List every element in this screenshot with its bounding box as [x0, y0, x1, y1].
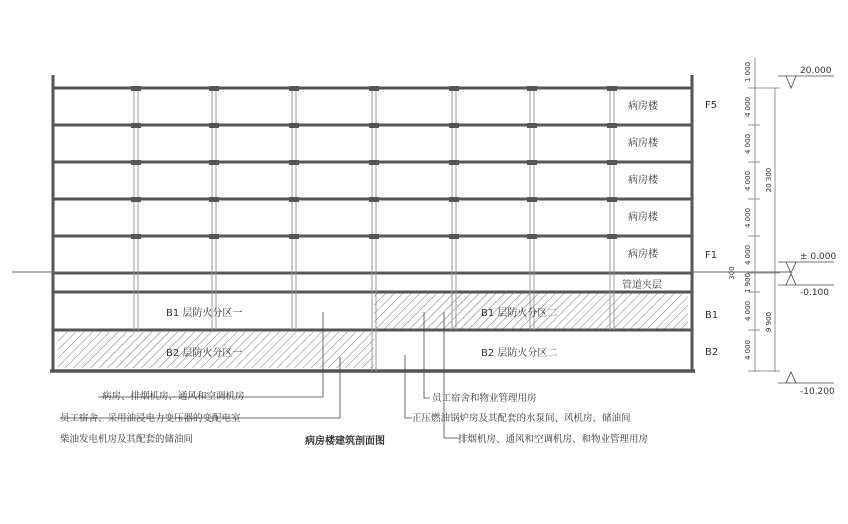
note-ward: 病房、排烟机房、通风和空调机房	[102, 391, 245, 402]
b2-zone2-label: B2 层防火分区二	[481, 348, 558, 359]
floor-label-f2: 病房楼	[628, 212, 658, 223]
level-b1: B1	[705, 310, 719, 321]
dim-b2: 4 000	[744, 339, 752, 361]
level-f5: F5	[705, 100, 718, 111]
elev-bottom: -10.200	[800, 387, 835, 397]
dim-above-total: 20 300	[765, 167, 773, 193]
floor-label-f1: 病房楼	[628, 249, 658, 260]
b1-zone1-label: B1 层防火分区一	[166, 308, 243, 319]
note-smoke-exhaust: 排烟机房、通风和空调机房、和物业管理用房	[458, 434, 649, 445]
level-f1: F1	[705, 250, 718, 261]
note-staff-property: 员工宿舍和物业管理用房	[432, 393, 537, 404]
dimension-lines	[748, 58, 780, 372]
note-diesel: 柴油发电机房及其配套的储油间	[60, 434, 194, 445]
elev-basement-top: -0.100	[800, 288, 830, 298]
dim-f1: 4 000	[744, 244, 752, 266]
elev-top: 20.000	[800, 66, 832, 76]
note-boiler: 正压燃油锅炉房及其配套的水泵间、风机房、储油间	[412, 413, 631, 424]
note-staff-transformer: 员工宿舍、采用油浸电力变压器的变配电室	[60, 413, 241, 424]
dim-ground-offset: 300	[728, 266, 736, 280]
dim-b1: 4 000	[744, 300, 752, 322]
dim-mezz: 1 900	[744, 272, 752, 294]
b2-zone1-label: B2 层防火分区一	[166, 348, 243, 359]
dim-f4: 4 000	[744, 133, 752, 155]
elevation-markers	[778, 76, 837, 383]
level-b2: B2	[705, 347, 719, 358]
elev-ground: ± 0.000	[800, 252, 837, 262]
dim-parapet: 1 000	[744, 61, 752, 83]
b1-zone2-label: B1 层防火分区二	[481, 308, 558, 319]
mezzanine-label: 管道夹层	[622, 280, 662, 291]
dim-f5: 4 000	[744, 96, 752, 118]
floor-label-f5: 病房楼	[628, 101, 658, 112]
dim-f3: 4 000	[744, 170, 752, 192]
drawing-title: 病房楼建筑剖面图	[305, 436, 385, 447]
dim-below-total: 9 900	[765, 311, 773, 333]
floor-label-f4: 病房楼	[628, 138, 658, 149]
dim-f2: 4 000	[744, 207, 752, 229]
floor-label-f3: 病房楼	[628, 175, 658, 186]
